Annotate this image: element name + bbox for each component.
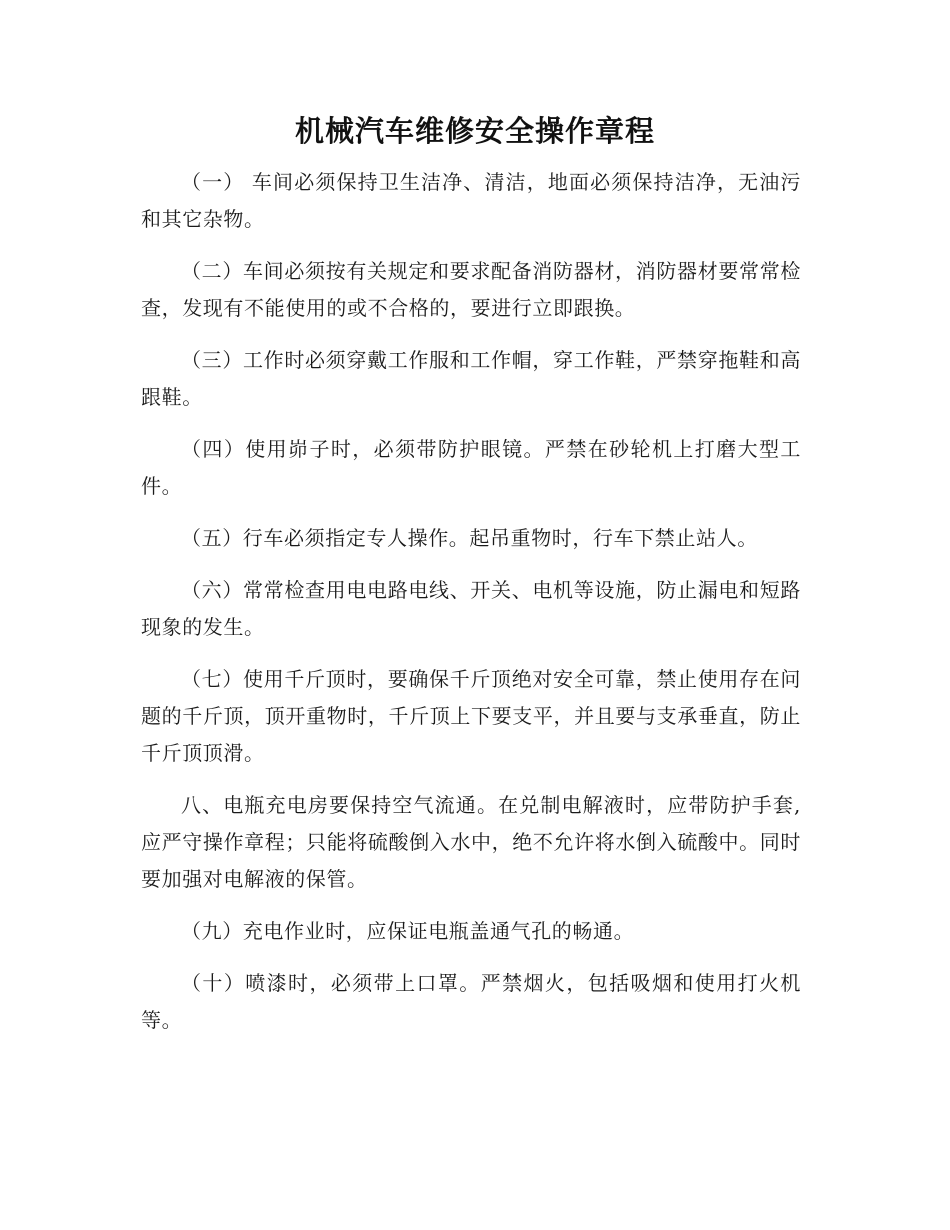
paragraph-7: （七）使用千斤顶时，要确保千斤顶绝对安全可靠，禁止使用存在问题的千斤顶，顶开重物时，千斤顶上下要支平，并且要与支承垂直，防止千斤顶顶滑。: [141, 667, 801, 765]
paragraph-5: （五）行车必须指定专人操作。起吊重物时，行车下禁止站人。: [181, 526, 758, 550]
paragraph-1: （一） 车间必须保持卫生洁净、清洁，地面必须保持洁净，无油污和其它杂物。: [141, 170, 801, 231]
paragraph-6: （六）常常检查用电电路电线、开关、电机等设施，防止漏电和短路现象的发生。: [141, 578, 801, 639]
paragraph-4: （四）使用峁子时，必须带防护眼镜。严禁在砂轮机上打磨大型工件。: [141, 437, 801, 498]
paragraph-2: （二）车间必须按有关规定和要求配备消防器材，消防器材要常常检查，发现有不能使用的或不合格的，要进行立即跟换。: [141, 259, 801, 320]
paragraph-3: （三）工作时必须穿戴工作服和工作帽，穿工作鞋，严禁穿拖鞋和高跟鞋。: [141, 348, 801, 409]
paragraph-8: 八、电瓶充电房要保持空气流通。在兑制电解液时，应带防护手套,应严守操作章程；只能将硫酸倒入水中，绝不允许将水倒入硫酸中。同时要加强对电解液的保管。: [141, 793, 801, 891]
document-body: [141, 164, 801, 1054]
document-title: 机械汽车维修安全操作章程: [294, 114, 655, 148]
paragraph-10: （十）喷漆时，必须带上口罩。严禁烟火，包括吸烟和使用打火机等。: [141, 971, 801, 1032]
paragraph-9: （九）充电作业时，应保证电瓶盖通气孔的畅通。: [181, 919, 635, 943]
